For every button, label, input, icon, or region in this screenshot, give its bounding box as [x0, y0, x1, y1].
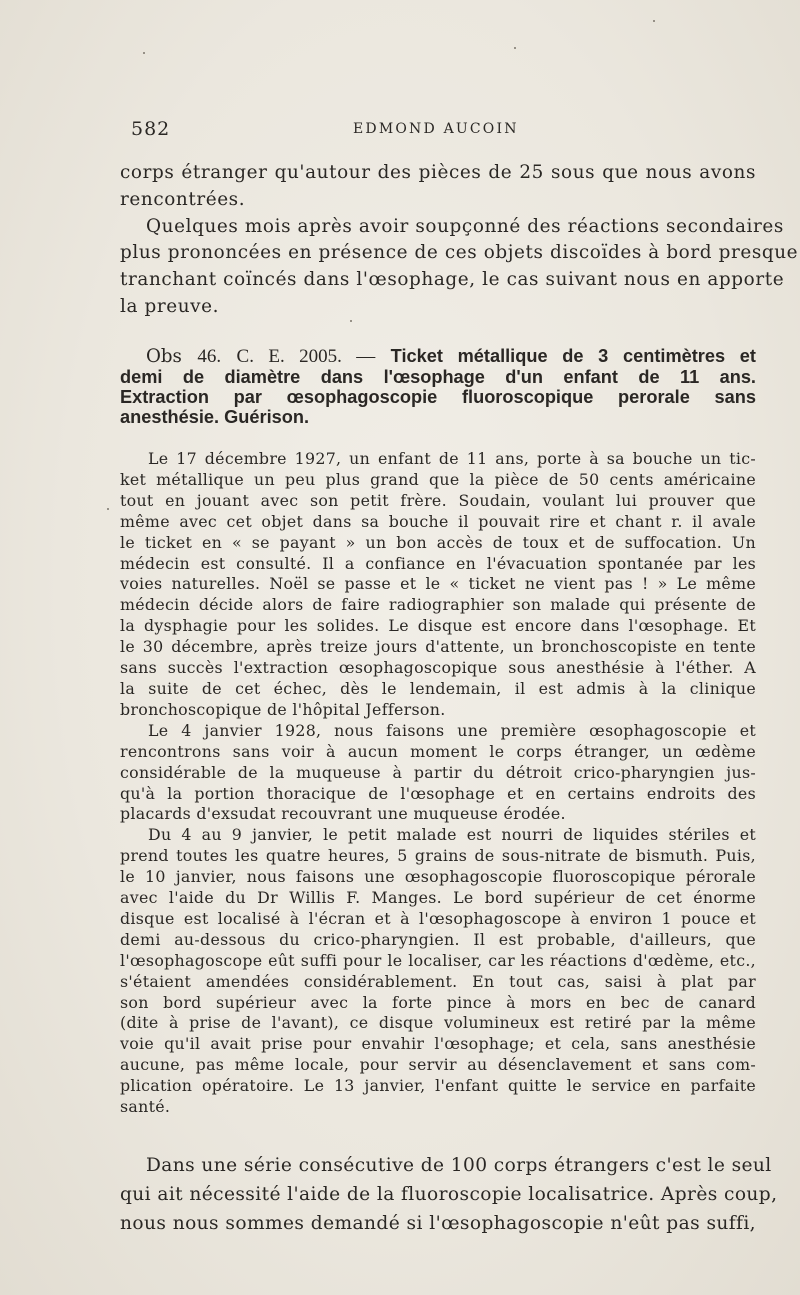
text-line: Du 4 au 9 janvier, le petit malade est nourri de liquides stériles et — [148, 825, 756, 845]
paper-speck — [107, 508, 109, 510]
observation-label: Obs — [146, 346, 182, 367]
text-line: disque est localisé à l'écran et à l'œsophagoscope à environ 1 pouce et — [120, 908, 756, 928]
text-line: même avec cet objet dans sa bouche il pouvait rire et chant r. il avale — [120, 511, 756, 531]
text-line: plus prononcées en présence de ces objets discoïdes à bord presque — [120, 242, 799, 264]
text-line: qu'à la portion thoracique de l'œsophage et en certains endroits des — [120, 783, 756, 803]
text-line: le 10 janvier, nous faisons une œsophagoscopie fluoroscopique pérorale — [120, 867, 756, 887]
paper-speck — [653, 20, 655, 22]
observation-title-line: demi de diamètre dans l'œsophage d'un enfant de 11 ans. — [120, 367, 756, 387]
text-line: nous nous sommes demandé si l'œsophagoscopie n'eût pas suffi, — [120, 1213, 756, 1234]
text-line: Le 17 décembre 1927, un enfant de 11 ans, porte à sa bouche un tic- — [148, 449, 756, 468]
text-line: Dans une série consécutive de 100 corps étrangers c'est le seul — [146, 1155, 772, 1176]
text-line: médecin décide alors de faire radiographier son malade qui présente de — [120, 595, 756, 615]
text-line: rencontrées. — [120, 188, 246, 210]
text-line: voie qu'il avait prise pour envahir l'œsophage; et cela, sans anesthésie — [120, 1034, 756, 1054]
text-line: tout en jouant avec son petit frère. Soudain, voulant lui prouver que — [120, 490, 756, 510]
paper-speck — [143, 52, 145, 54]
observation-title-line: Extraction par œsophagoscopie fluoroscopique perorale sans — [120, 387, 756, 407]
observation-heading — [120, 346, 756, 427]
text-line: la dysphagie pour les solides. Le disque est encore dans l'œsophage. Et — [120, 616, 756, 636]
text-line: aucune, pas même locale, pour servir au désenclavement et sans com- — [120, 1055, 756, 1075]
intro-paragraphs — [120, 160, 799, 321]
text-line: placards d'exsudat recouvrant une muqueuse érodée. — [120, 804, 566, 824]
running-head: EDMOND AUCOIN — [353, 121, 519, 137]
text-line: la suite de cet échec, dès le lendemain, il est admis à la clinique — [120, 678, 756, 698]
page-header — [131, 118, 671, 142]
text-line: bronchoscopique de l'hôpital Jefferson. — [120, 699, 446, 719]
text-line: Le 4 janvier 1928, nous faisons une première œsophagoscopie et — [148, 720, 756, 740]
text-line: médecin est consulté. Il a confiance en l'évacuation spontanée par les — [120, 553, 756, 573]
text-line: plication opératoire. Le 13 janvier, l'enfant quitte le service en parfaite — [120, 1076, 756, 1096]
text-line: la preuve. — [120, 295, 220, 317]
text-line: demi au-dessous du crico-pharyngien. Il est probable, d'ailleurs, que — [120, 929, 756, 949]
page-number: 582 — [131, 118, 171, 140]
observation-body — [120, 449, 756, 1118]
text-line: l'œsophagoscope eût suffi pour le localiser, car les réactions d'œdème, etc., — [120, 950, 756, 970]
text-line: tranchant coïncés dans l'œsophage, le cas suivant nous en apporte — [120, 269, 785, 291]
text-line: le ticket en « se payant » un bon accès de toux et de suffocation. Un — [120, 532, 756, 552]
text-line: le 30 décembre, après treize jours d'attente, un bronchoscopiste en tente — [120, 637, 756, 657]
observation-number: 46. — [197, 346, 222, 367]
text-line: s'étaient amendées considérablement. En tout cas, saisi à plat par — [120, 971, 756, 991]
text-line: qui ait nécessité l'aide de la fluoroscopie localisatrice. Après coup, — [120, 1184, 778, 1205]
text-line: Quelques mois après avoir soupçonné des réactions secondaires — [146, 215, 784, 237]
text-line: voies naturelles. Noël se passe et le « ticket ne vient pas ! » Le même — [120, 574, 756, 594]
text-line: corps étranger qu'autour des pièces de 25 sous que nous avons — [120, 162, 756, 183]
text-line: rencontrons sans voir à aucun moment le corps étranger, un œdème — [120, 741, 756, 761]
paper-speck — [350, 320, 352, 322]
observation-title-part: Ticket métallique de 3 centimètres et — [390, 346, 756, 366]
text-line: considérable de la muqueuse à partir du détroit crico-pharyngien jus- — [120, 762, 756, 782]
text-line: avec l'aide du Dr Willis F. Manges. Le bord supérieur de cet énorme — [120, 888, 756, 908]
text-line: sans succès l'extraction œsophagoscopique sous anesthésie à l'éther. A — [120, 658, 756, 678]
observation-title-line: anesthésie. Guérison. — [120, 407, 310, 427]
text-line: (dite à prise de l'avant), ce disque volumineux est retiré par la même — [120, 1013, 756, 1033]
text-line: son bord supérieur avec la forte pince à mors en bec de canard — [120, 992, 756, 1012]
closing-paragraph — [120, 1151, 778, 1238]
observation-ref: C. E. 2005. — — [236, 346, 376, 367]
text-line: santé. — [120, 1097, 171, 1117]
observation-title-line-1 — [120, 346, 756, 367]
text-line: prend toutes les quatre heures, 5 grains de sous-nitrate de bismuth. Puis, — [120, 846, 756, 866]
text-line: ket métallique un peu plus grand que la pièce de 50 cents américaine — [120, 469, 756, 489]
paper-speck — [514, 47, 516, 49]
